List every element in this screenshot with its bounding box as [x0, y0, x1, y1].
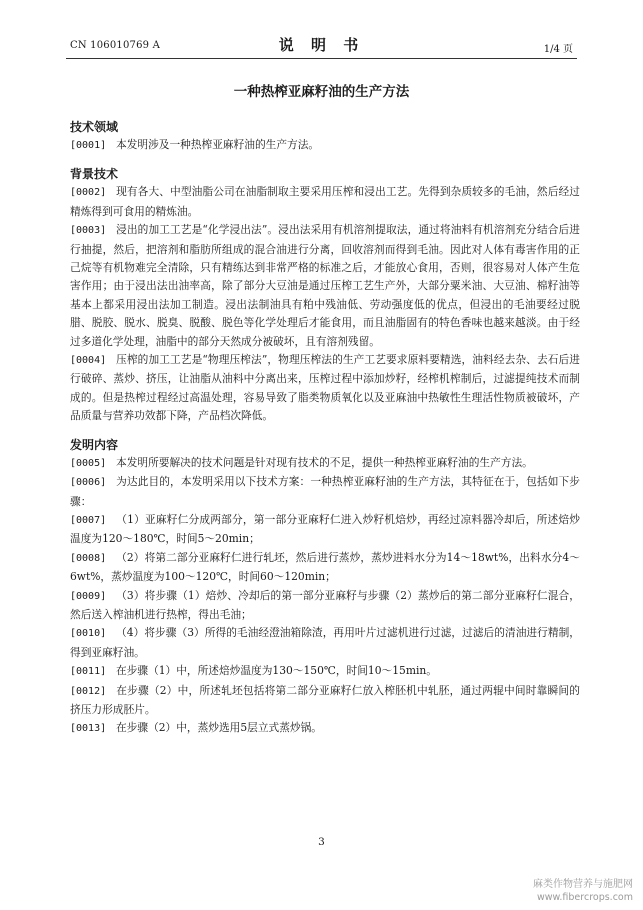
section-heading: 技术领域 [70, 120, 119, 134]
paragraph-text: （1）亚麻籽仁分成两部分，第一部分亚麻籽仁进入炒籽机焙炒，再经过凉料器冷却后，所述焙炒温度为120～180℃，时间5～20min； [70, 512, 580, 546]
header-divider [66, 58, 577, 59]
paragraph [70, 221, 580, 351]
paragraph-text: 本发明所要解决的技术问题是针对现有技术的不足，提供一种热榨亚麻籽油的生产方法。 [116, 455, 533, 469]
paragraph-text: 在步骤（1）中，所述焙炒温度为130～150℃，时间10～15min。 [116, 664, 437, 678]
paragraph-number: [0003] [70, 225, 107, 237]
watermark-site-name: 麻类作物营养与施肥网 [533, 879, 633, 890]
paragraph-text: （3）将步骤（1）焙炒、冷却后的第一部分亚麻籽与步骤（2）蒸炒后的第二部分亚麻籽仁混合，然后送入榨油机进行热榨，得出毛油； [70, 588, 580, 621]
paragraph [70, 624, 580, 662]
watermark [533, 878, 633, 904]
paragraph-number: [0013] [70, 723, 107, 735]
paragraph-number: [0005] [70, 457, 107, 469]
paragraph-text: 为达此目的，本发明采用以下技术方案：一种热榨亚麻籽油的生产方法，其特征在于，包括如下步骤： [70, 475, 580, 508]
paragraph-number: [0004] [70, 355, 107, 367]
document-type: 说 明 书 [278, 36, 365, 54]
paragraph [70, 682, 580, 720]
page-header [0, 0, 643, 56]
watermark-url: www.fibercrops.com [536, 892, 633, 903]
paragraph-number: [0001] [70, 140, 107, 151]
paragraph [70, 587, 580, 625]
paragraph [70, 454, 580, 473]
paragraph-number: [0008] [70, 552, 107, 564]
paragraph-text: （2）将第二部分亚麻籽仁进行轧坯，然后进行蒸炒，蒸炒进料水分为14～18wt%，出料水分4～6wt%，蒸炒温度为100～120℃，时间60～120min； [70, 550, 580, 584]
section-heading: 背景技术 [70, 167, 119, 182]
paragraph [70, 719, 580, 738]
section-heading: 发明内容 [70, 437, 119, 452]
paragraph-number: [0010] [70, 628, 107, 640]
paragraph-text: 在步骤（2）中，蒸炒选用5层立式蒸炒锅。 [116, 721, 322, 735]
paragraph-number: [0007] [70, 514, 107, 526]
paragraph-number: [0009] [70, 590, 107, 602]
document-title: 一种热榨亚麻籽油的生产方法 [233, 84, 410, 100]
paragraph [70, 511, 580, 549]
paragraph-number: [0011] [70, 666, 107, 678]
paragraph-number: [0012] [70, 685, 107, 697]
paragraph-number: [0002] [70, 187, 107, 199]
paragraph-text: 在步骤（2）中，所述轧坯包括将第二部分亚麻籽仁放入榨胚机中轧胚，通过两辊中间时靠瞬间的挤压力形成胚片。 [70, 683, 580, 716]
paragraph [70, 473, 580, 511]
paragraph [70, 549, 580, 587]
paragraph [70, 183, 580, 221]
paragraph [70, 662, 580, 681]
page-number: 3 [318, 836, 325, 848]
paragraph [70, 351, 580, 426]
paragraph-number: [0006] [70, 477, 107, 489]
document-body [70, 118, 580, 739]
paragraph-text: 现有各大、中型油脂公司在油脂制取主要采用压榨和浸出工艺。先得到杂质较多的毛油，然后经过精炼得到可食用的精炼油。 [70, 185, 580, 218]
paragraph-text: （4）将步骤（3）所得的毛油经澄油箱除渣，再用叶片过滤机进行过滤，过滤后的清油进行精制，得到亚麻籽油。 [70, 626, 580, 659]
paragraph-text: 压榨的加工工艺是“物理压榨法”，物理压榨法的生产工艺要求原料要精选，油料经去杂、去石后进行破碎、蒸炒、挤压，让油脂从油料中分离出来，压榨过程中添加炒籽，经榨机榨制后，过滤提纯技术而制成的。但是热榨过程经过高温处理，容易导致了脂类物质氧化以及亚麻油中热敏性生理活性物质被破坏，产品质量与营养功效都下降，产品档次降低。 [70, 353, 580, 423]
paragraph-text: 本发明涉及一种热榨亚麻籽油的生产方法。 [116, 138, 320, 151]
paragraph [70, 136, 580, 155]
patent-number: CN 106010769 A [70, 40, 161, 51]
paragraph-text: 浸出的加工工艺是“化学浸出法”。浸出法采用有机溶剂提取法，通过将油料有机溶剂充分结合后进行抽提，然后，把溶剂和脂肪所组成的混合油进行分离，回收溶剂而得到毛油。因此对人体有毒害作用的正己烷等有机物难完全清除，只有精练达到非常严格的标准之后，才能放心食用，否则，很容易对人体产生危害作用；由于浸出法出油率高，除了部分大豆油是通过压榨工艺生产外，大部分粟米油、大豆油、棉籽油等基本上都采用浸出法加工制造。浸出法制油具有粕中残油低、劳动强度低的优点，但浸出的毛油要经过脱腊、脱胶、脱水、脱臭、脱酸、脱色等化学处理后才能食用，而且油脂固有的特色香味也越来越淡。由于经过多道化学处理，油脂中的部分天然成分被破坏，且有溶剂残留。 [70, 223, 580, 348]
page-indicator: 1/4 页 [543, 44, 573, 55]
